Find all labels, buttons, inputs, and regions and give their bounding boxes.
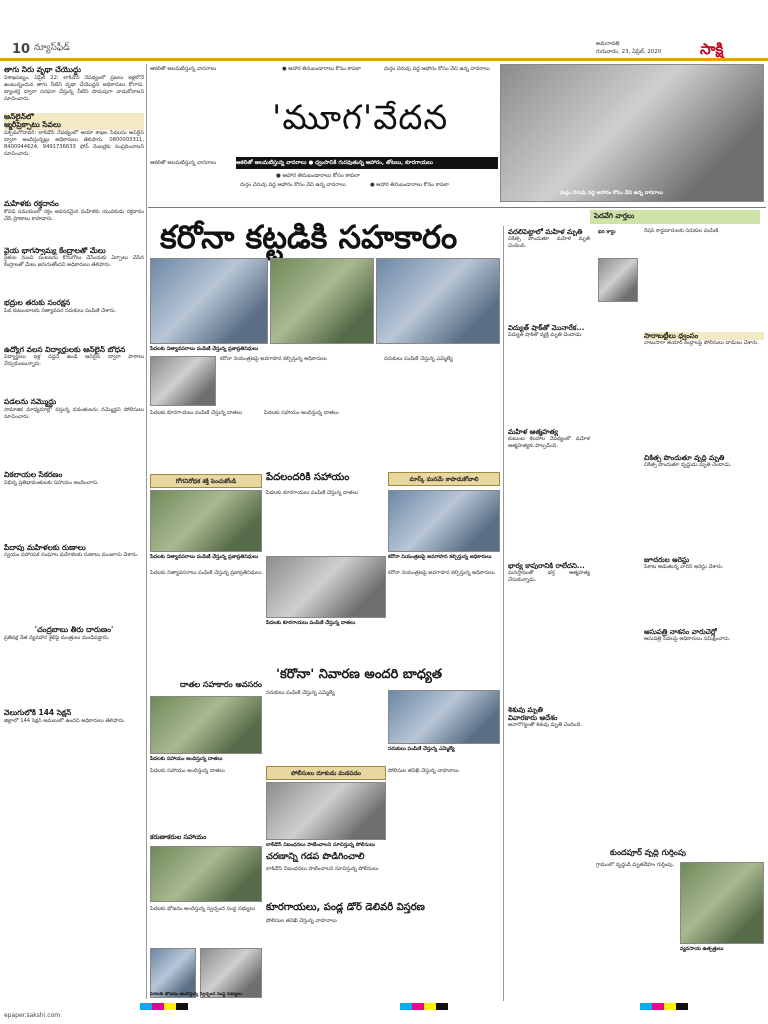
story-head-donors: దాతల సహకారం అవసరం xyxy=(180,680,262,689)
prevention-photo xyxy=(388,690,500,744)
far-right-head-4: జూదరుల అరెస్టు xyxy=(644,556,690,565)
crime-body-1: చికిత్స పొందుతూ మహిళ మృతి చెందింది. xyxy=(508,236,590,250)
left-head-3: ఆ్మరీప్రెక్సాటు సేవలు xyxy=(4,121,144,130)
field-photo xyxy=(680,862,764,944)
crime-head-6: వివారకారు ఆదేశం xyxy=(508,714,558,723)
story-head-prevention: 'కరోనా' నివారణ అందరి బాధ్యత xyxy=(276,668,442,682)
crime-column xyxy=(508,228,590,998)
left-head-4: మహిళకు రక్తదానం xyxy=(4,199,59,208)
far-right-body-1: రేషన్ కార్డుదారులకు సరుకుల పంపిణీ. xyxy=(644,228,720,234)
compassion-photo xyxy=(150,846,262,902)
register-magenta-3 xyxy=(652,1003,664,1010)
bottom-right-text: గ్రామంలో వృద్ధుడి మృతదేహం గుర్తింపు. xyxy=(596,862,675,868)
story-text-c: పేదలకు సహాయం అందిస్తున్న దాతలు xyxy=(264,410,339,416)
brand-logo: సాక్షి xyxy=(700,40,724,58)
donors-photo xyxy=(150,696,262,754)
crime-head-3: మహిళ ఆత్మహత్య xyxy=(508,428,559,437)
inset-photo xyxy=(150,356,216,406)
far-right-head-3: చికిత్స పొందుతూ వృద్ధి మృతి xyxy=(644,454,725,463)
mask-photo xyxy=(388,490,500,552)
register-cyan-2 xyxy=(400,1003,412,1010)
far-right-column xyxy=(644,228,764,798)
delivery-text: పోలీసుల తనిఖీ చేస్తున్న వాహనాలు xyxy=(266,918,337,924)
register-black-2 xyxy=(436,1003,448,1010)
crime-body-5: అనారోగ్యంతో శిశువు మృతి చెందింది. xyxy=(508,722,582,729)
crime-head-2: విద్యుత్ షాక్‌తో మొనారేక... xyxy=(508,324,585,333)
register-cyan-3 xyxy=(640,1003,652,1010)
story-head-mask: మాస్క్ మనమే కాపాడుకోవాలి xyxy=(388,472,500,486)
story-text-b: కరోనా నియంత్రణపై అవగాహన కల్పిస్తున్న అధికారులు xyxy=(220,356,327,362)
event-photo-1 xyxy=(150,258,268,344)
register-yellow-2 xyxy=(424,1003,436,1010)
far-right-head-1: భర కార్డు xyxy=(598,230,616,235)
date-line: గురువారం, 23, ఏప్రిల్, 2020 xyxy=(596,49,662,55)
donors-caption: పేదలకు సహాయం అందిస్తున్న దాతలు xyxy=(150,756,223,762)
crime-body-4: మనస్తాపంతో భర్త ఆత్మహత్య చేసుకున్నాడు. xyxy=(508,570,590,584)
portrait-photo-2 xyxy=(200,948,262,998)
left-body-9: విభిన్న ప్రతిభావంతులకు సహాయం అందించారు. xyxy=(4,479,99,486)
left-body-8: సామాజిక మాధ్యమాల్లో వస్తున్న వదంతులను నమ్మొద్దని పోలీసులు సూచించారు. xyxy=(4,407,144,420)
left-body-5: రైతుల నుంచి పంటలను కొనుగోలు చేసేందుకు ఏర్పాటు చేసిన కేంద్రాలతో మేలు జరుగుతోందని అధికారులు తెలిపారు. xyxy=(4,255,144,269)
left-body-1: విశాఖపట్నం, ఏప్రిల్ 22: లాక్‌డౌన్ నేపథ్యంలో ప్రజలు ఇళ్లలోనే ఉంటున్నందున తాగు నీటిని వృథా చేయొద్దని అధికారులు కోరారు. ట్యాంకర్ల ద్వారా సరఫరా చేస్తున్న నీటిని పొదుపుగా వాడుకోవాలని సూచించారు. xyxy=(4,74,144,102)
event-photo-2 xyxy=(270,258,374,344)
left-body-3: పశ్చిమగోదావరి: లాక్‌డౌన్ నేపథ్యంలో ఆయా శాఖల సేవలను ఆన్‌లైన్ ద్వారా అందిస్తున్నట్లు అధికారులు తెలిపారు. 0800003311, 8400044624, 9491736633 ఫోన్ నెంబర్లకు సంప్రదించాలని సూచించారు. xyxy=(4,129,144,157)
left-head-11: 'చంద్రబాబు తీరు దారుణం' xyxy=(34,626,114,635)
vehicles-photo xyxy=(266,782,386,840)
left-head-8: పడలను నమ్మొద్దు xyxy=(4,398,57,407)
left-head-7: ఉద్యోగ వలస విద్యార్థులకు ఆన్‌లైన్ బోధన xyxy=(4,345,126,354)
left-body-12: జిల్లాలో 144 సెక్షన్ అమలులో ఉందని అధికారులు తెలిపారు. xyxy=(4,717,126,724)
page-number: 10 xyxy=(12,42,31,57)
prevention-text: సరుకులు పంపిణీ చేస్తున్న ఎమ్మెల్యే xyxy=(266,690,335,696)
event-photos-caption: పేదలకు నిత్యావసరాలు పంపిణీ చేస్తున్న ప్రజాప్రతినిధులు xyxy=(150,346,259,352)
immunity-caption: పేదలకు నిత్యావసరాలు పంపిణీ చేస్తున్న ప్రజాప్రతినిధులు xyxy=(150,554,259,560)
right-section-head: పెదవేగి వార్తలు xyxy=(590,210,760,224)
feature-intro-text: ఆకలితో అలమటిస్తున్న వానరాలు xyxy=(150,66,217,72)
feature-col3-text: దుర్గం చెరువు వద్ద ఆహారం కోసం వేచి ఉన్న వానరాలు xyxy=(384,66,490,72)
monkey-photo-caption: దుర్గం చెరువు వద్ద ఆహారం కోసం వేచి ఉన్న వానరాలు xyxy=(560,190,664,196)
crime-body-2: విద్యుత్ షాక్‌తో వ్యక్తి మృతి చెందాడు. xyxy=(508,332,583,339)
left-body-4: కొవిడ్ సమయంలో రక్తం అవసరమైన మహిళకు యువకుడు రక్తదానం చేసి ప్రాణాలు కాపాడారు. xyxy=(4,208,144,222)
immunity-photo xyxy=(150,490,262,552)
far-right-body-3: చికిత్స పొందుతూ వృద్ధుడు మృతి చెందాడు. xyxy=(644,462,732,469)
register-black xyxy=(176,1003,188,1010)
crime-head-4: భార్య కాపురానికి రాలేదని... xyxy=(508,562,585,571)
feature-lower-right: ● ఆహార తినుబండారాలు కోసం కాపలా xyxy=(370,182,450,188)
compassion-text: పేదలకు భోజనం అందిస్తున్న స్వచ్ఛంద సంస్థ సభ్యులు xyxy=(150,906,256,912)
immunity-text: పేదలకు నిత్యావసరాలు పంపిణీ చేస్తున్న ప్రజాప్రతినిధులు xyxy=(150,570,262,576)
help-photo xyxy=(266,556,386,618)
story-head-curfew: చరణాన్ని గడప పొడిగించాలి xyxy=(266,852,365,862)
register-cyan xyxy=(140,1003,152,1010)
left-head-10: పేదాపు మహిళలకు రుణాలు xyxy=(4,543,86,552)
feature-subline: ఆకలితో అలమటిస్తున్న వానరాలు ● ధ్వంసానికి గురవుతున్న ఆహారం, తోటలు, కూరగాయలు xyxy=(236,160,433,166)
story-text-d: సరుకులు పంపిణీ చేస్తున్న ఎమ్మెల్యే xyxy=(384,356,453,362)
story-text-a: పేదలకు కూరగాయలు పంపిణీ చేస్తున్న దాతలు xyxy=(150,410,243,416)
prevention-more-text: పోలీసుల తనిఖీ చేస్తున్న వాహనాలు xyxy=(388,768,459,774)
feature-lower-left: ఆకలితో అలమటిస్తున్న వానరాలు xyxy=(150,160,217,166)
far-right-body-4: పేకాట ఆడుతున్న వారిని అరెస్టు చేశారు. xyxy=(644,564,724,571)
story-head-help: పేదలందరికీ సహాయం xyxy=(266,472,350,483)
crime-head-1: వదలిపెట్టాలో మహిళ మృతి xyxy=(508,228,583,236)
mask-text: కరోనా నియంత్రణపై అవగాహన కల్పిస్తున్న అధికారులు xyxy=(388,570,495,576)
register-yellow xyxy=(164,1003,176,1010)
story-head-compassion: కరుణాకరుల సహాయం xyxy=(150,834,207,841)
event-photo-3 xyxy=(376,258,500,344)
vehicles-caption: లాక్‌డౌన్ నిబంధనలు పాటించాలని సూచిస్తున్న పోలీసులు xyxy=(266,842,375,848)
left-head-9: వికలాయల సేకరణం xyxy=(4,471,63,479)
register-black-3 xyxy=(676,1003,688,1010)
left-column xyxy=(4,64,144,999)
crime-head-5: శిశువు మృతి xyxy=(508,706,543,715)
mask-caption: కరోనా నియంత్రణపై అవగాహన కల్పిస్తున్న అధికారులు xyxy=(388,554,492,560)
donors-text: పేదలకు సహాయం అందిస్తున్న దాతలు xyxy=(150,768,225,774)
column-divider xyxy=(146,64,147,999)
crime-body-3: కుటుంబ కలహాల నేపథ్యంలో మహిళ ఆత్మహత్యకు పాల్పడింది. xyxy=(508,436,590,450)
left-body-6: పేద కుటుంబాలకు నిత్యావసర సరుకులు పంపిణీ చేశారు. xyxy=(4,307,117,314)
story-head-delivery: కూరగాయలు, పండ్ల డోర్ డెలివరీ విస్తరణ xyxy=(266,902,425,913)
victim-photo xyxy=(598,258,638,302)
left-head-1: తాగు నీరు వృథా చేయొద్దు xyxy=(4,66,81,74)
column-divider-right xyxy=(503,226,504,1001)
curfew-text: లాక్‌డౌన్ నిబంధనలు పాటించాలని సూచిస్తున్న పోలీసులు xyxy=(266,866,379,872)
far-right-head-5: ఆసుపత్రి నాశనం వారుచెర్లో xyxy=(644,628,717,637)
register-yellow-3 xyxy=(664,1003,676,1010)
register-magenta-2 xyxy=(412,1003,424,1010)
far-right-head-2: సారాబట్టీలు ధ్వంసం xyxy=(644,332,764,340)
register-magenta xyxy=(152,1003,164,1010)
story-head-police: పోలీసులు దూకుడు మడపడం xyxy=(266,766,386,780)
field-photo-caption: వ్యవసాయ ఉత్పత్తులు xyxy=(680,946,724,952)
far-right-body-2: నాటుసారా తయారీ కేంద్రాలపై పోలీసులు దాడులు చేశారు. xyxy=(644,340,759,347)
section-rule xyxy=(148,207,766,208)
story-head-immunity: రోగనిరోధక శక్తి పెంచుకోండి xyxy=(150,474,262,488)
main-headline: కరోనా కట్టడికి సహకారం xyxy=(160,218,458,256)
help-text: పేదలకు కూరగాయలు పంపిణీ చేస్తున్న దాతలు xyxy=(266,490,359,496)
feature-title: 'మూగ'వేదన xyxy=(272,98,449,138)
left-body-7: విద్యార్థులు ఇళ్ల వద్దనే ఉండి ఆన్‌లైన్ ద్వారా పాఠాలు నేర్చుకుంటున్నారు. xyxy=(4,354,144,368)
feature-col2-text: ● ఆహార తినుబండారాలు కోసం కాపలా xyxy=(282,66,362,72)
left-head-2: ఆన్‌లైన్‌లో xyxy=(4,113,144,122)
feature-subline-2: ● ఆహార తినుబండారాలు కోసం కాపలా xyxy=(276,173,360,179)
far-right-body-5: ఆసుపత్రి సేవలపై అధికారులు సమీక్షించారు. xyxy=(644,636,731,643)
left-head-6: భద్రుల తరుకు సంరక్షన xyxy=(4,299,71,308)
header-rule xyxy=(0,58,768,61)
footer-url[interactable]: epaper.sakshi.com xyxy=(4,1012,61,1019)
bottom-right-head: కుందపూర్ వృద్ధి గుర్తింపు xyxy=(610,848,686,857)
section-name: న్యూస్‌ఫీడ్ xyxy=(34,43,70,53)
edition-label: అమరావతి xyxy=(596,41,620,47)
left-head-5: వైయ భాగస్వామ్య కేంద్రాలతో మేలు xyxy=(4,246,106,255)
left-body-11: ప్రతిపక్ష నేత వ్యవహార శైలిపై మంత్రులు మండిపడ్డారు. xyxy=(4,634,110,641)
help-caption: పేదలకు కూరగాయలు పంపిణీ చేస్తున్న దాతలు xyxy=(266,620,356,626)
prevention-caption: సరుకులు పంపిణీ చేస్తున్న ఎమ్మెల్యే xyxy=(388,746,455,752)
left-body-10: స్వయం సహాయక సంఘాల మహిళలకు రుణాలు మంజూరు చేశారు. xyxy=(4,552,139,559)
feature-lower-mid: దుర్గం చెరువు వద్ద ఆహారం కోసం వేచి ఉన్న వానరాలు xyxy=(240,182,346,188)
portrait-photo-1 xyxy=(150,948,196,998)
monkey-photo xyxy=(500,64,764,202)
portrait-caption: పేదలకు భోజనం అందిస్తున్న స్వచ్ఛంద సంస్థ సభ్యులు xyxy=(150,992,242,997)
left-head-12: వెలుగులోకి 144 సెక్షన్ xyxy=(4,708,72,717)
